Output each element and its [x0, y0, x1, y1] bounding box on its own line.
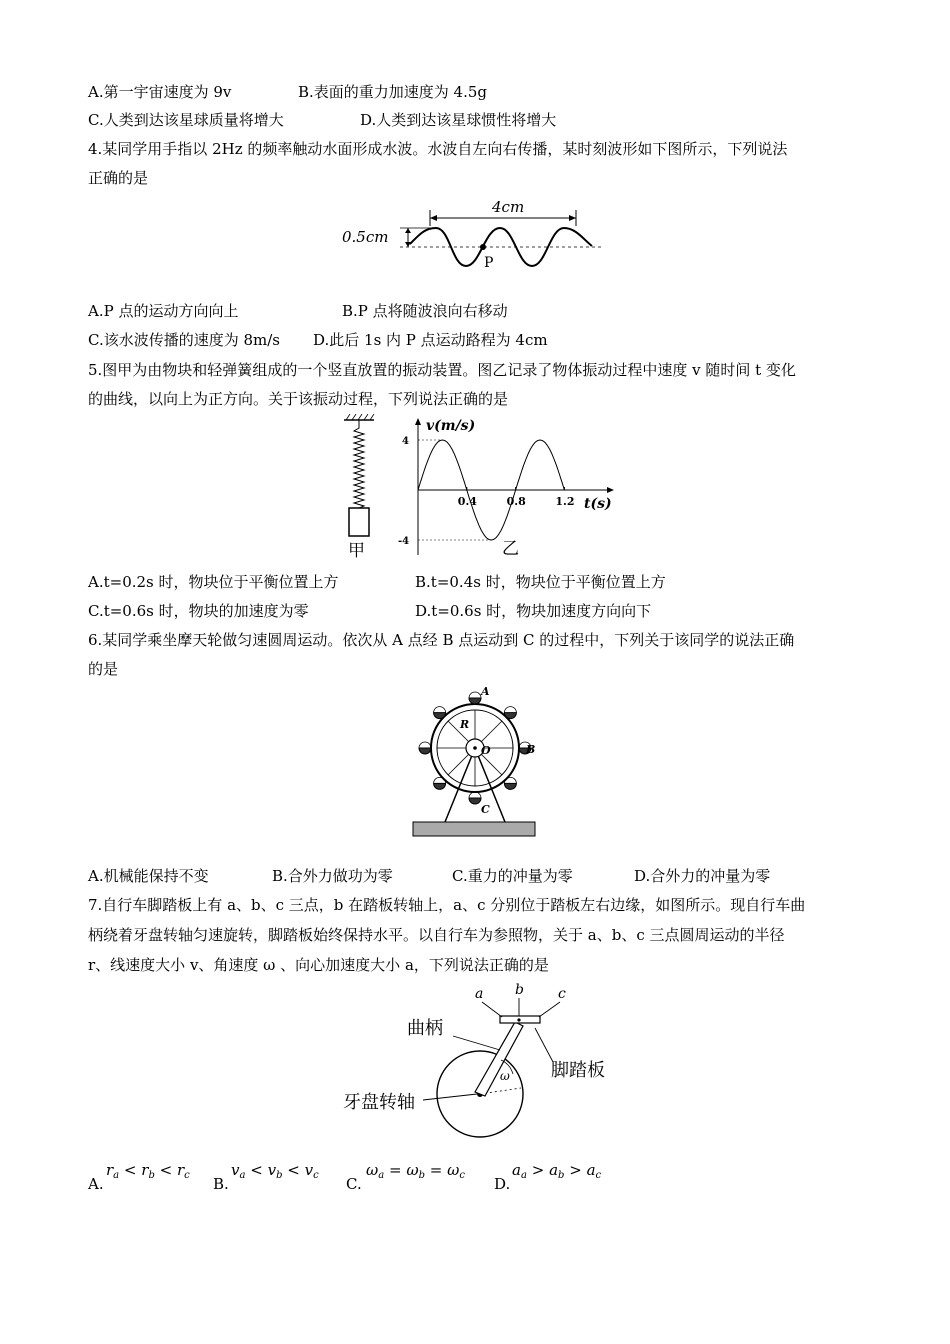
q7-option-b-expr: $v_a < v_b < v_c$	[231, 1161, 319, 1181]
q7-omega-label: ω	[500, 1069, 510, 1083]
q7-option-c-prefix: C.	[346, 1175, 362, 1193]
q7-stem-line3: r、线速度大小 v、角速度 ω 、向心加速度大小 a，下列说法正确的是	[88, 956, 549, 974]
q5-y-top-label: 4	[402, 436, 409, 447]
q6-cabin	[469, 798, 481, 804]
q4-option-c: C.该水波传播的速度为 8m/s	[88, 331, 280, 349]
q7-label-a: a	[475, 986, 484, 1002]
q3-option-a: A.第一宇宙速度为 9v	[88, 83, 232, 101]
q6-option-c: C.重力的冲量为零	[452, 867, 573, 885]
q6-cabin-top	[504, 707, 516, 713]
q3-option-c: C.人类到达该星球质量将增大	[88, 111, 284, 129]
q5-vt-graph	[392, 410, 622, 560]
q5-x-label: t(s)	[584, 496, 612, 512]
q7-label-crank: 曲柄	[407, 1018, 443, 1039]
q7-option-a-expr: $r_a < r_b < r_c$	[106, 1161, 190, 1181]
q6-cabin-top	[469, 692, 481, 698]
q6-label-a: A	[481, 685, 490, 698]
q4-amp-label: 0.5cm	[342, 228, 389, 246]
q5-tick-label-2: 0.8	[506, 495, 526, 508]
q5-option-c: C.t=0.6s 时，物块的加速度为零	[88, 602, 309, 620]
q7-label-axle: 牙盘转轴	[343, 1092, 415, 1113]
q4-span-label: 4cm	[492, 198, 525, 216]
q4-point-p	[480, 244, 486, 250]
q6-option-d: D.合外力的冲量为零	[634, 867, 771, 885]
q6-cabin-top	[419, 742, 431, 748]
q7-stem-line2: 柄绕着牙盘转轴匀速旋转，脚踏板始终保持水平。以自行车为参照物，关于 a、b、c 三点圆周运动的半径	[88, 926, 785, 944]
q6-cabin	[419, 748, 431, 754]
q6-cabin	[504, 783, 516, 789]
q7-option-d-expr: $a_a > a_b > a_c$	[512, 1161, 602, 1181]
q4-wave-figure	[340, 196, 610, 276]
q5-spring-coil	[354, 420, 364, 508]
q7-option-a-prefix: A.	[88, 1175, 104, 1193]
q4-option-d: D.此后 1s 内 P 点运动路程为 4cm	[313, 331, 548, 349]
q5-option-a: A.t=0.2s 时，物块位于平衡位置上方	[88, 573, 339, 591]
q5-option-b: B.t=0.4s 时，物块位于平衡位置上方	[415, 573, 666, 591]
q7-option-d-prefix: D.	[494, 1175, 511, 1193]
q5-tick-label-3: 1.2	[555, 495, 575, 508]
q4-stem-line2: 正确的是	[88, 169, 149, 187]
q6-ferris-wheel-figure	[405, 680, 545, 840]
q6-cabin	[469, 698, 481, 704]
q7-option-c-expr: $\omega_a = \omega_b = \omega_c$	[366, 1161, 465, 1181]
q4-option-a: A.P 点的运动方向向上	[88, 302, 239, 320]
q6-cabin	[434, 783, 446, 789]
q6-label-r: R	[460, 718, 470, 731]
q5-tick-label-1: 0.4	[457, 495, 477, 508]
q7-option-b-prefix: B.	[213, 1175, 229, 1193]
q7-label-pedal: 脚踏板	[551, 1060, 605, 1081]
q5-option-d: D.t=0.6s 时，物块加速度方向向下	[415, 602, 652, 620]
q6-label-o: O	[481, 744, 491, 757]
q3-option-d: D.人类到达该星球惯性将增大	[360, 111, 557, 129]
q5-y-label: v(m/s)	[426, 418, 476, 434]
q4-option-b: B.P 点将随波浪向右移动	[342, 302, 508, 320]
q5-y-arrow	[415, 418, 421, 425]
q4-point-label: P	[484, 255, 494, 271]
q6-option-a: A.机械能保持不变	[88, 867, 209, 885]
q6-label-b: B	[526, 743, 536, 756]
q6-cabin-top	[434, 707, 446, 713]
q7-stem-line1: 7.自行车脚踏板上有 a、b、c 三点，b 在踏板转轴上，a、c 分别位于踏板左右边缘，如图所示。现自行车曲	[88, 896, 806, 914]
q7-label-b: b	[515, 982, 524, 998]
q5-label-yi: 乙	[502, 539, 519, 559]
q7-pedal-figure	[335, 980, 635, 1140]
q5-x-arrow	[607, 487, 614, 493]
q5-stem-line2: 的曲线，以向上为正方向。关于该振动过程，下列说法正确的是	[88, 390, 509, 408]
q5-block	[349, 508, 369, 536]
q6-stem-line2: 的是	[88, 660, 119, 678]
q7-label-c: c	[558, 986, 566, 1002]
q4-stem-line1: 4.某同学用手指以 2Hz 的频率触动水面形成水波。水波自左向右传播，某时刻波形如下图所示，下列说法	[88, 140, 788, 158]
q6-stem-line1: 6.某同学乘坐摩天轮做匀速圆周运动。依次从 A 点经 B 点运动到 C 的过程中，下列关于该同学的说法正确	[88, 631, 795, 649]
q6-label-c: C	[481, 803, 490, 816]
q5-spring-figure	[338, 414, 378, 560]
q5-y-bottom-label: -4	[398, 536, 410, 547]
q5-stem-line1: 5.图甲为由物块和轻弹簧组成的一个竖直放置的振动装置。图乙记录了物体振动过程中速度 v 随时间 t 变化	[88, 361, 796, 379]
q5-label-jia: 甲	[348, 541, 365, 560]
q7-crank	[475, 1022, 523, 1096]
q6-option-b: B.合外力做功为零	[272, 867, 393, 885]
q3-option-b: B.表面的重力加速度为 4.5g	[298, 83, 488, 101]
